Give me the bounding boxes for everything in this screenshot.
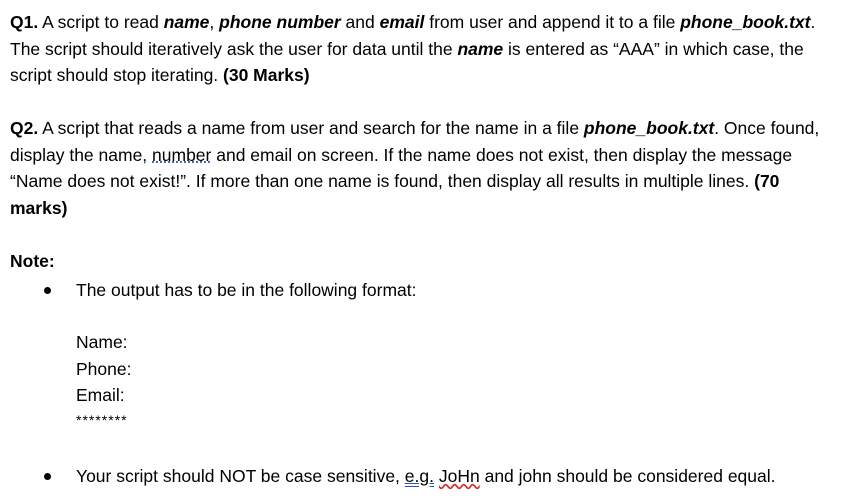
format-name-line: Name:: [76, 332, 128, 352]
note-bullet-1-text: The output has to be in the following format:: [76, 280, 417, 300]
question-1: [10, 9, 832, 89]
question-2: [10, 115, 832, 221]
bullet-2-text-1: Your script should NOT be case sensitive,: [76, 466, 405, 486]
q2-text-1: A script that reads a name from user and search for the name in a file: [38, 118, 584, 138]
q1-filename: phone_book.txt: [680, 12, 811, 32]
note-heading: Note:: [10, 251, 55, 271]
q2-text-2: . Once found, display the name,: [10, 118, 820, 165]
note-bullet-2-text: [76, 463, 776, 490]
bullet-icon: [44, 287, 51, 294]
q1-email: email: [379, 12, 425, 32]
q2-filename: phone_book.txt: [583, 118, 715, 138]
format-separator-line: ********: [76, 412, 128, 428]
q1-label: Q1.: [10, 12, 39, 32]
bullet-2-text-3: and john should be considered equal.: [479, 466, 776, 486]
q1-text-5: . The script should iteratively ask the user for data until the: [10, 12, 816, 59]
q1-name-2: name: [457, 38, 504, 59]
q1-name: name: [163, 12, 210, 32]
bullet-2-eg: e.g.: [404, 466, 434, 486]
q1-text-2: ,: [209, 12, 220, 32]
q2-label: Q2.: [10, 118, 39, 138]
q1-text-6: is entered as “AAA” in which case, the script should stop iterating.: [10, 38, 804, 85]
q1-text-3: and: [340, 12, 380, 32]
q2-marks: (70 marks): [10, 171, 780, 218]
q1-text-4: from user and append it to a file: [424, 12, 681, 32]
bullet-icon: [44, 473, 51, 480]
format-email-line: Email:: [76, 385, 125, 405]
q1-phone-number: phone number: [219, 12, 341, 32]
format-phone-line: Phone:: [76, 359, 132, 379]
bullet-2-john: JoHn: [438, 466, 480, 486]
q1-marks: (30 Marks): [223, 65, 310, 85]
q2-text-3: and email on screen. If the name does not exist, then display the message “Name does not exist!”. If more than one name is found, then display all results in multiple lines.: [10, 144, 793, 191]
q2-number-word: number: [152, 144, 212, 165]
q1-text-1: A script to read: [38, 12, 164, 32]
